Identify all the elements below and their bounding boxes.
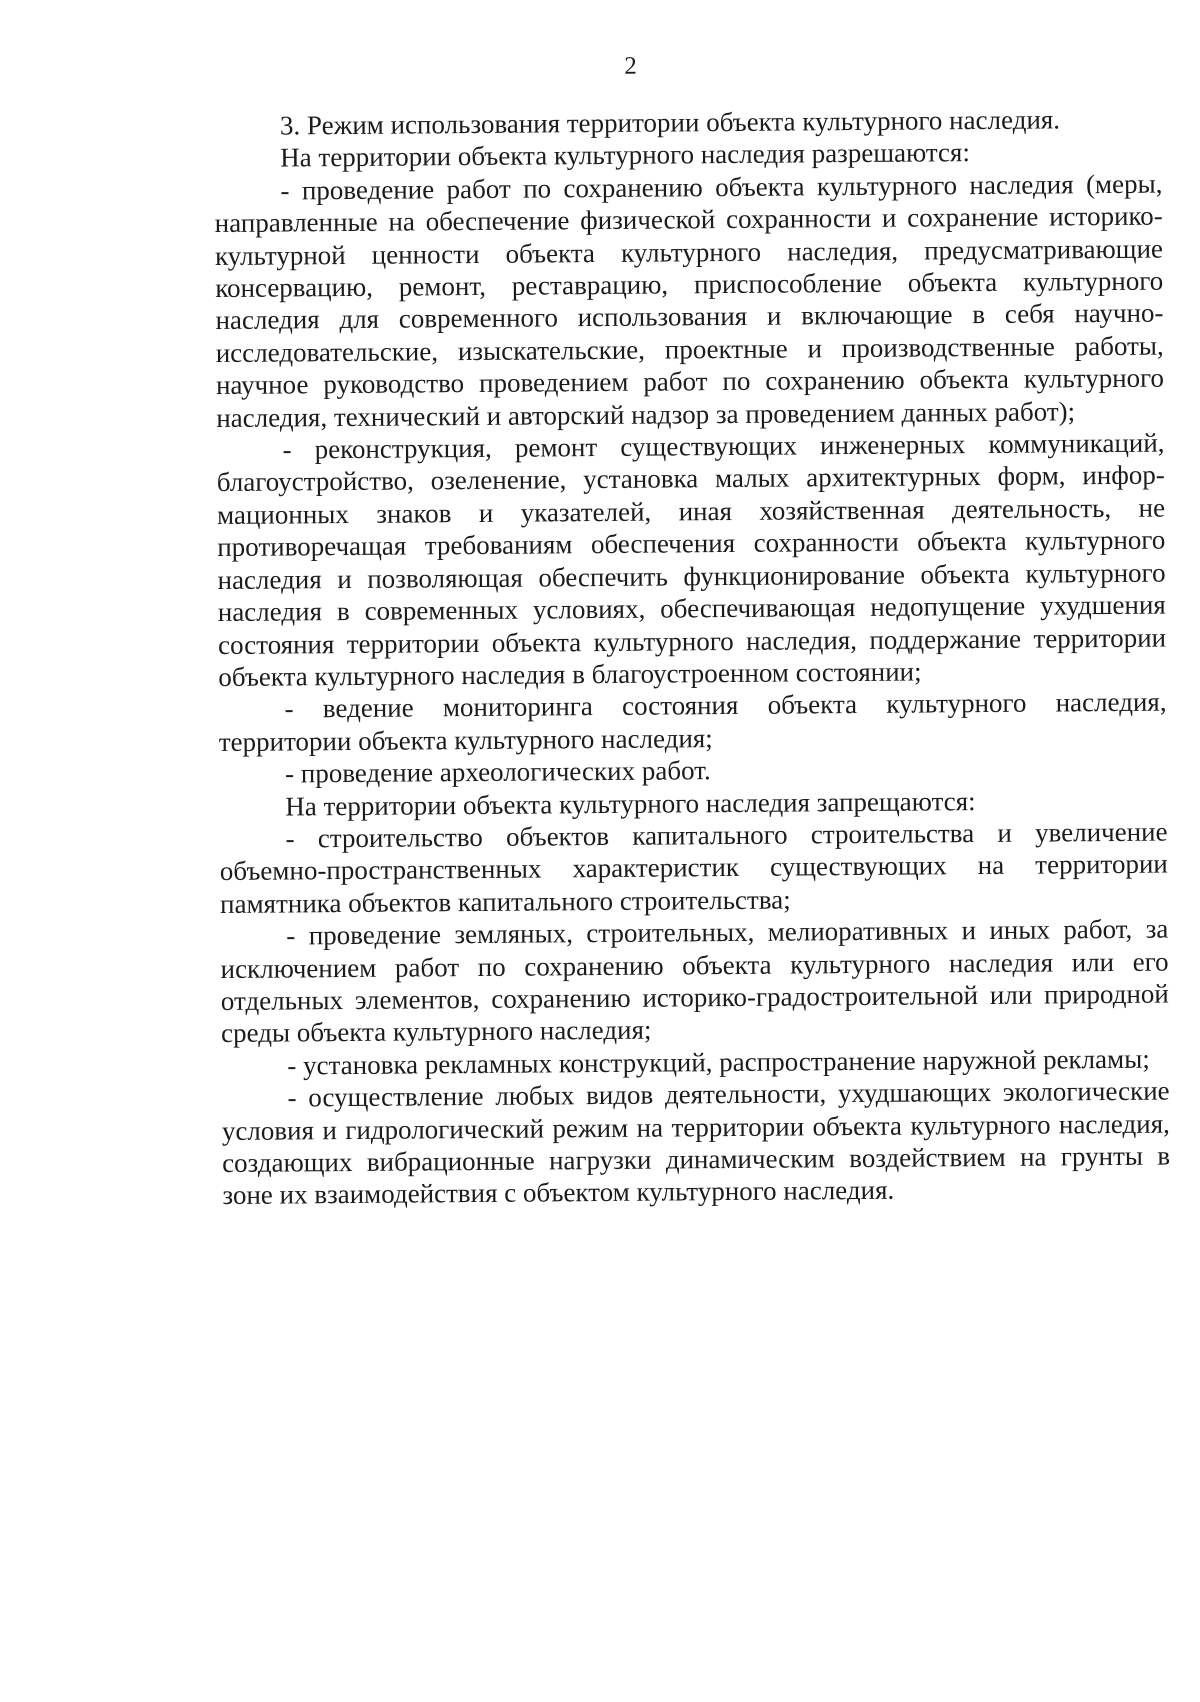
- prohibited-item-earthworks: - проведение земляных, строительных, мелиоративных и иных работ, за исключением работ по сохранению объекта культурного наследия или его отдельных элементов, сохранению историко-градостроительной или природной среды объекта культурного наследия;: [220, 913, 1169, 1049]
- prohibited-item-construction: - строительство объектов капитального строительства и увеличение объемно-пространственных характеристик существующих на территории памятника объектов капитального строительства;: [219, 816, 1168, 919]
- prohibited-item-harmful-activities: - осуществление любых видов деятельности, ухудшающих экологические условия и гидрологический режим на территории объекта культурного наследия, создающих вибрационные нагрузки динамическим воздействием на грунты в зоне их взаимодействия с объектом культурного наследия.: [221, 1075, 1171, 1211]
- permitted-item-reconstruction: - реконструкция, ремонт существующих инженерных коммуникаций, благоустройство, озеленение, установка малых архитектурных форм, информационных знаков и указателей, иная хозяйственная деятельность, не противоречащая требованиям обеспечения сохранности объекта культурного наследия и позволяющая обеспечить функционирование объекта культурного наследия в современных условиях, обеспечивающая недопущение ухудшения состояния территории объекта культурного наследия, поддержание территории объекта культурного наследия в благоустроенном состоянии;: [216, 427, 1167, 692]
- permitted-item-archaeology: - проведение археологических работ.: [284, 755, 711, 789]
- prohibited-item-advertising: - установка рекламных конструкций, распространение наружной рекламы;: [287, 1043, 1150, 1081]
- section-heading: 3. Режим использования территории объекта культурного наследия.: [279, 104, 1061, 141]
- permitted-item-monitoring: - ведение мониторинга состояния объекта культурного наследия, территории объекта культурного наследия;: [218, 686, 1167, 757]
- permitted-intro: На территории объекта культурного наследия разрешаются:: [280, 137, 971, 173]
- permitted-item-preservation-works: - проведение работ по сохранению объекта культурного наследия (меры, направленные на обеспечение физической сохранности и сохранение историко-культурной ценности объекта культурного наследия, предусматривающие консервацию, ремонт, реставрацию, приспособление объекта культурного наследия для современного использования и включающие в себя научно-исследовательские, изыскательские, проектные и производственные работы, научное руководство проведением работ по сохранению объекта культурного наследия, технический и авторский надзор за проведением данных работ);: [214, 168, 1165, 433]
- document-body: [214, 103, 1171, 1212]
- prohibited-intro: На территории объекта культурного наследия запрещаются:: [285, 785, 976, 822]
- page-number: 2: [624, 52, 637, 80]
